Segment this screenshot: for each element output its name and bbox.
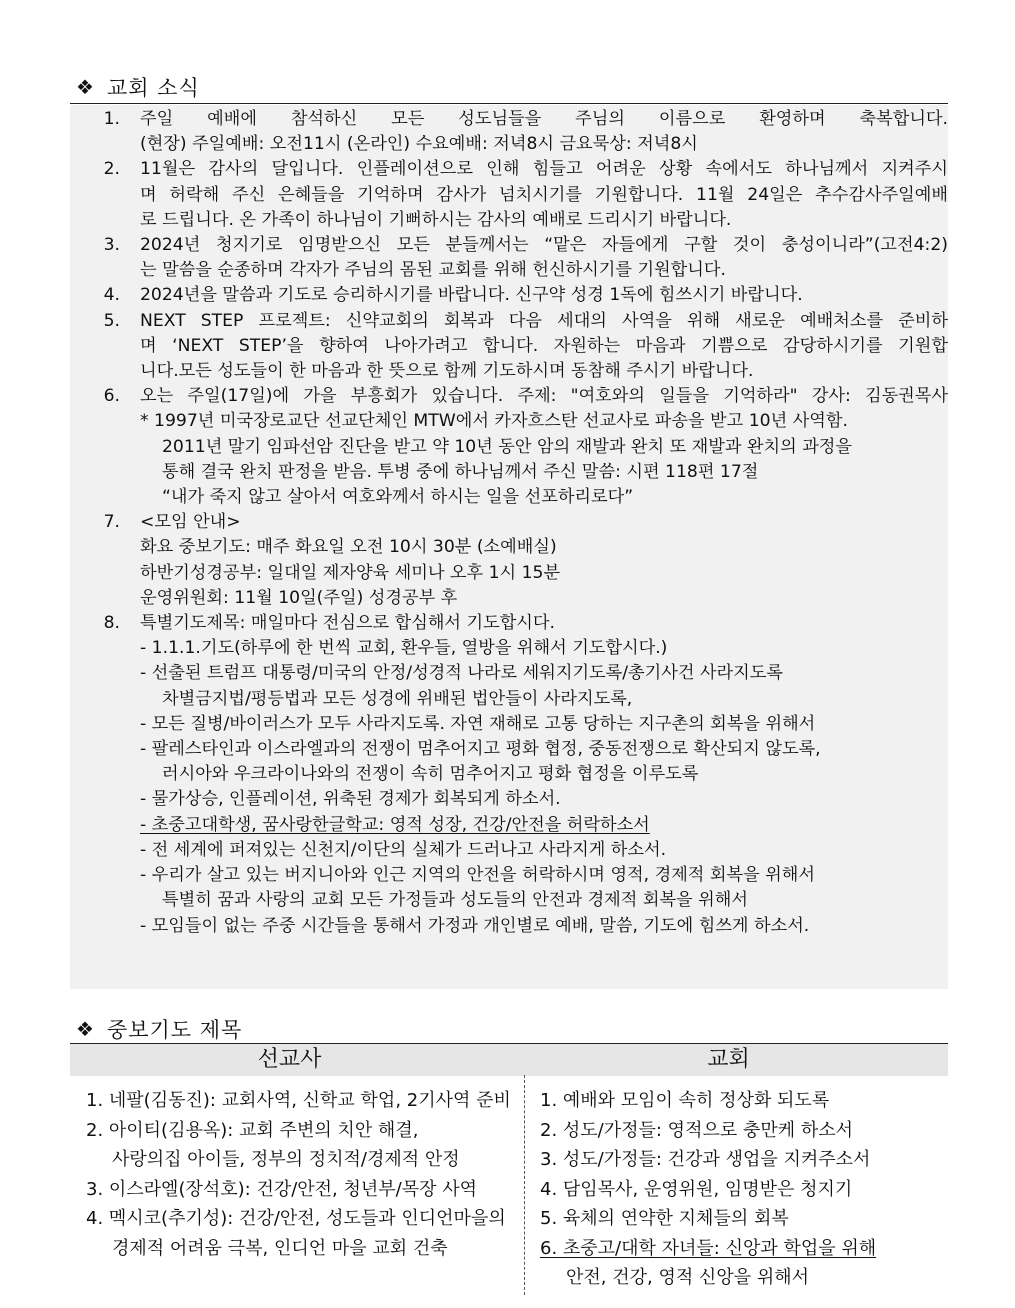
prayer-point: - 우리가 살고 있는 버지니아와 인근 지역의 안전을 허락하시며 영적, 경제적 회복을 위해서 xyxy=(140,865,815,886)
item-number: 4. xyxy=(103,285,120,306)
church-prayer-item: 1. 예배와 모임이 속히 정상화 되도록 xyxy=(540,1090,830,1111)
item-number: 1. xyxy=(103,109,120,129)
item-text: 화요 중보기도: 매주 화요일 오전 10시 30분 (소예배실) xyxy=(140,537,557,558)
item-text: 주일 예배에 참석하신 모든 성도님들을 주님의 이름으로 환영하며 축복합니다. xyxy=(140,109,948,129)
news-item xyxy=(70,309,948,385)
church-prayer-list xyxy=(540,1086,876,1293)
prayer-point: 러시아와 우크라이나와의 전쟁이 속히 멈추어지고 평화 협정을 이루도록 xyxy=(162,764,699,785)
item-text: (현장) 주일예배: 오전11시 (온라인) 수요예배: 저녁8시 금요묵상: 저녁8시 xyxy=(140,134,698,155)
missionary-item: 3. 이스라엘(장석호): 건강/안전, 청년부/목장 사역 xyxy=(86,1178,478,1200)
missionary-item: 1. 네팔(김동진): 교회사역, 신학교 학업, 2기사역 준비 xyxy=(86,1090,511,1111)
prayer-point: - 초중고대학생, 꿈사랑한글학교: 영적 성장, 건강/안전을 허락하소서 xyxy=(140,814,650,835)
item-text: 운영위원회: 11월 10일(주일) 성경공부 후 xyxy=(140,587,458,608)
news-item xyxy=(70,107,948,157)
item-number: 6. xyxy=(103,386,120,407)
item-text: 2024년 청지기로 임명받으신 모든 분들께서는 “맡은 자들에게 구할 것이 충성이니라”(고전4:2) xyxy=(140,235,948,256)
item-text: 통해 결국 완치 판정을 받음. 투병 중에 하나님께서 주신 말씀: 시편 118편 17절 xyxy=(162,461,759,482)
church-prayer-item: 2. 성도/가정들: 영적으로 충만케 하소서 xyxy=(540,1119,854,1141)
church-prayer-item: 안전, 건강, 영적 신앙을 위해서 xyxy=(566,1267,809,1288)
church-prayer-item: 6. 초중고/대학 자녀들: 신앙과 학업을 위해 xyxy=(540,1237,877,1259)
diamond-bullet-icon: ❖ xyxy=(76,1017,95,1041)
missionary-item: 4. 멕시코(추기성): 건강/안전, 성도들과 인디언마을의 xyxy=(86,1208,506,1229)
news-item xyxy=(70,384,948,510)
item-text: 11월은 감사의 달입니다. 인플레이션으로 인해 힘들고 어려운 상황 속에서도 하나님께서 지켜주시 xyxy=(140,159,948,180)
prayer-point: 특별히 꿈과 사랑의 교회 모든 가정들과 성도들의 안전과 경제적 회복을 위해서 xyxy=(162,890,748,911)
prayer-point: - 물가상승, 인플레이션, 위축된 경제가 회복되게 하소서. xyxy=(140,789,561,810)
missionary-item: 사랑의집 아이들, 정부의 정치적/경제적 안정 xyxy=(112,1149,460,1170)
prayer-point: - 전 세계에 퍼져있는 신천지/이단의 실체가 드러나고 사라지게 하소서. xyxy=(140,839,667,860)
church-prayer-item: 3. 성도/가정들: 건강과 생업을 지켜주소서 xyxy=(540,1149,871,1170)
item-text: “내가 죽지 않고 살아서 여호와께서 하시는 일을 선포하리로다” xyxy=(162,487,634,508)
news-item xyxy=(70,283,948,308)
news-item xyxy=(70,233,948,283)
item-text: 특별기도제목: 매일마다 전심으로 합심해서 기도합시다. xyxy=(140,613,555,634)
item-number: 3. xyxy=(103,235,120,256)
church-news-title: 교회 소식 xyxy=(106,76,200,100)
heading-rule xyxy=(70,103,948,104)
missionary-item: 경제적 어려움 극복, 인디언 마을 교회 건축 xyxy=(112,1237,448,1259)
item-text: 는 말씀을 순종하며 각자가 주님의 몸된 교회를 위해 헌신하시기를 기원합니다. xyxy=(140,260,726,281)
prayer-point: - 모든 질병/바이러스가 모두 사라지도록. 자연 재해로 고통 당하는 지구촌의 회복을 위해서 xyxy=(140,713,816,734)
item-number: 2. xyxy=(103,159,120,180)
item-number: 8. xyxy=(103,613,120,634)
prayer-point: 차별금지법/평등법과 모든 성경에 위배된 법안들이 사라지도록, xyxy=(162,688,633,709)
item-text: 며 ‘NEXT STEP’을 향하여 나아가려고 합니다. 자원하는 마음과 기쁨으로 감당하시기를 기원합 xyxy=(140,335,948,356)
item-text: 2011년 말기 임파선암 진단을 받고 약 10년 동안 암의 재발과 완치 또 재발과 완치의 과정을 xyxy=(162,436,853,457)
prayer-point: - 1.1.1.기도(하루에 한 번씩 교회, 환우들, 열방을 위해서 기도합시다.) xyxy=(140,638,668,659)
item-text: 2024년을 말씀과 기도로 승리하시기를 바랍니다. 신구약 성경 1독에 힘쓰시기 바랍니다. xyxy=(140,285,803,306)
item-text: 며 허락해 주신 은혜들을 기억하며 감사가 넘치시기를 기원합니다. 11월 24일은 추수감사주일예배 xyxy=(140,184,948,205)
column-divider xyxy=(524,1075,525,1295)
item-text: 로 드립니다. 온 가족이 하나님이 기뻐하시는 감사의 예배로 드리시기 바랍니다. xyxy=(140,209,732,230)
diamond-bullet-icon: ❖ xyxy=(76,75,95,99)
intercession-heading xyxy=(76,1014,242,1044)
intercession-table-header xyxy=(70,1043,948,1076)
item-text: 오는 주일(17일)에 가을 부흥회가 있습니다. 주제: "여호와의 일들을 기억하라" 강사: 김동권목사 xyxy=(140,386,948,407)
item-text: * 1997년 미국장로교단 선교단체인 MTW에서 카자흐스탄 선교사로 파송을 받고 10년 사역함. xyxy=(140,411,848,432)
news-item xyxy=(70,510,948,611)
news-item xyxy=(70,157,948,233)
church-news-panel xyxy=(70,105,948,989)
item-number: 7. xyxy=(103,512,120,533)
missionary-list xyxy=(86,1086,511,1263)
missionary-column-header: 선교사 xyxy=(257,1047,322,1072)
item-text: 하반기성경공부: 일대일 제자양육 세미나 오후 1시 15분 xyxy=(140,562,561,583)
prayer-point: - 팔레스타인과 이스라엘과의 전쟁이 멈추어지고 평화 협정, 중동전쟁으로 확산되지 않도록, xyxy=(140,739,821,760)
prayer-point: - 선출된 트럼프 대통령/미국의 안정/성경적 나라로 세워지기도록/총기사건 사라지도록 xyxy=(140,663,783,684)
missionary-item: 2. 아이티(김용옥): 교회 주변의 치안 해결, xyxy=(86,1119,419,1141)
church-prayer-item: 5. 육체의 연약한 지체들의 회복 xyxy=(540,1208,789,1229)
item-text: NEXT STEP 프로젝트: 신약교회의 회복과 다음 세대의 사역을 위해 새로운 예배처소를 준비하 xyxy=(140,310,948,331)
item-text: <모임 안내> xyxy=(140,512,241,533)
church-prayer-item: 4. 담임목사, 운영위원, 임명받은 청지기 xyxy=(540,1178,853,1200)
item-number: 5. xyxy=(103,310,120,331)
prayer-point: - 모임들이 없는 주중 시간들을 통해서 가정과 개인별로 예배, 말씀, 기도에 힘쓰게 하소서. xyxy=(140,915,810,936)
intercession-title: 중보기도 제목 xyxy=(106,1018,243,1042)
news-list xyxy=(70,107,948,939)
item-text: 니다.모든 성도들이 한 마음과 한 뜻으로 함께 기도하시며 동참해 주시기 바랍니다. xyxy=(140,361,754,382)
news-item xyxy=(70,611,948,939)
church-news-heading xyxy=(76,72,200,102)
church-column-header: 교회 xyxy=(707,1047,750,1072)
